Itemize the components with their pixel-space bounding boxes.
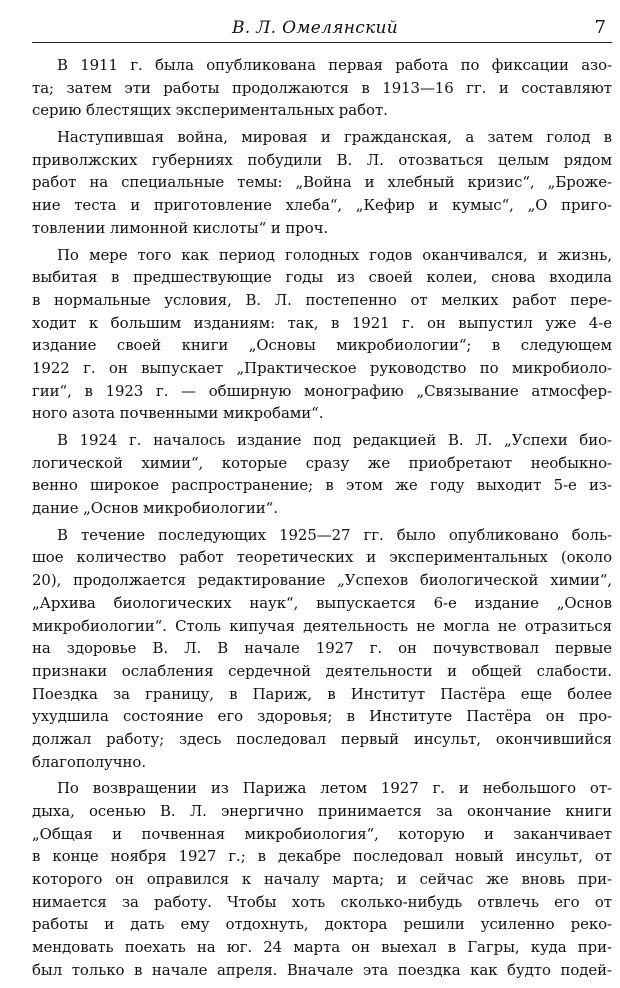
text-line: гии“, в 1923 г. — обширную монографию „Связывание атмосфер- bbox=[32, 381, 612, 400]
text-line: признаки ослабления сердечной деятельности и общей слабости. bbox=[32, 661, 612, 680]
text-line: серию блестящих экспериментальных работ. bbox=[32, 101, 388, 120]
text-line: дыха, осенью В. Л. энергично принимается за окончание книги bbox=[32, 802, 612, 820]
text-line: в нормальные условия, В. Л. постепенно от мелких работ пере- bbox=[32, 290, 612, 309]
text-line: ходит к большим изданиям: так, в 1921 г. он выпустил уже 4-е bbox=[32, 313, 612, 332]
text-line: микробиологии“. Столь кипучая деятельность не могла не отразиться bbox=[32, 616, 612, 635]
paragraph bbox=[32, 54, 612, 122]
text-line: дание „Основ микробиологии“. bbox=[32, 499, 278, 518]
paragraph bbox=[32, 777, 612, 981]
text-line: логической химии“, которые сразу же приобретают необыкно- bbox=[32, 453, 612, 472]
text-line: издание своей книги „Основы микробиологии“; в следующем bbox=[32, 336, 612, 355]
text-line: был только в начале апреля. Вначале эта поездка как будто подей- bbox=[32, 960, 612, 979]
text-line: В течение последующих 1925—27 гг. было опубликовано боль- bbox=[57, 525, 612, 544]
text-line: ухудшила состояние его здоровья; в Институте Пастёра он про- bbox=[32, 707, 612, 726]
text-line: которого он оправился к началу марта; и сейчас же вновь при- bbox=[32, 870, 612, 889]
text-line: работ на специальные темы: „Война и хлебный кризис“, „Броже- bbox=[32, 173, 612, 192]
text-line: работы и дать ему отдохнуть, доктора решили усиленно реко- bbox=[32, 915, 612, 934]
text-line: ние теста и приготовление хлеба“, „Кефир и кумыс“, „О приго- bbox=[32, 196, 612, 215]
page-number: 7 bbox=[594, 17, 606, 38]
text-line: приволжских губерниях побудили В. Л. отозваться целым рядом bbox=[32, 150, 612, 169]
paragraph bbox=[32, 429, 612, 520]
text-line: ного азота почвенными микробами“. bbox=[32, 404, 324, 423]
text-line: В 1924 г. началось издание под редакцией В. Л. „Успехи био- bbox=[57, 431, 612, 449]
text-line: мендовать поехать на юг. 24 марта он выехал в Гагры, куда при- bbox=[32, 938, 612, 957]
text-line: 20), продолжается редактирование „Успехов биологической химии“, bbox=[32, 571, 612, 590]
text-line: Наступившая война, мировая и гражданская, а затем голод в bbox=[57, 128, 612, 147]
paragraph bbox=[32, 126, 612, 239]
text-line: выбитая в предшествующие годы из своей колеи, снова входила bbox=[32, 268, 612, 287]
paragraph bbox=[32, 244, 612, 426]
text-line: на здоровье В. Л. В начале 1927 г. он почувствовал первые bbox=[32, 639, 612, 658]
text-line: должал работу; здесь последовал первый инсульт, окончившийся bbox=[32, 729, 612, 748]
text-line: В 1911 г. была опубликована первая работа по фиксации азо- bbox=[57, 56, 612, 74]
text-line: „Архива биологических наук“, выпускается 6-е издание „Основ bbox=[32, 593, 612, 612]
text-line: шое количество работ теоретических и экспериментальных (около bbox=[32, 548, 612, 567]
text-line: „Общая и почвенная микробиология“, которую и заканчивает bbox=[32, 824, 612, 843]
header-author: В. Л. Омелянский bbox=[232, 18, 399, 38]
text-line: 1922 г. он выпускает „Практическое руководство по микробиоло- bbox=[32, 358, 612, 377]
text-line: венно широкое распространение; в этом же году выходит 5-е из- bbox=[32, 476, 612, 495]
text-line: благополучно. bbox=[32, 752, 146, 771]
paragraph bbox=[32, 524, 612, 774]
text-line: По мере того как период голодных годов оканчивался, и жизнь, bbox=[57, 245, 612, 264]
running-header bbox=[32, 14, 612, 43]
body-text bbox=[32, 54, 612, 986]
text-line: та; затем эти работы продолжаются в 1913—16 гг. и составляют bbox=[32, 78, 612, 97]
text-line: в конце ноября 1927 г.; в декабре последовал новый инсульт, от bbox=[32, 847, 612, 866]
text-line: Поездка за границу, в Париж, в Институт Пастёра еще более bbox=[32, 684, 612, 703]
text-line: нимается за работу. Чтобы хоть сколько-нибудь отвлечь его от bbox=[32, 892, 612, 911]
text-line: товлении лимонной кислоты“ и проч. bbox=[32, 218, 329, 237]
text-line: По возвращении из Парижа летом 1927 г. и небольшого от- bbox=[57, 779, 612, 798]
